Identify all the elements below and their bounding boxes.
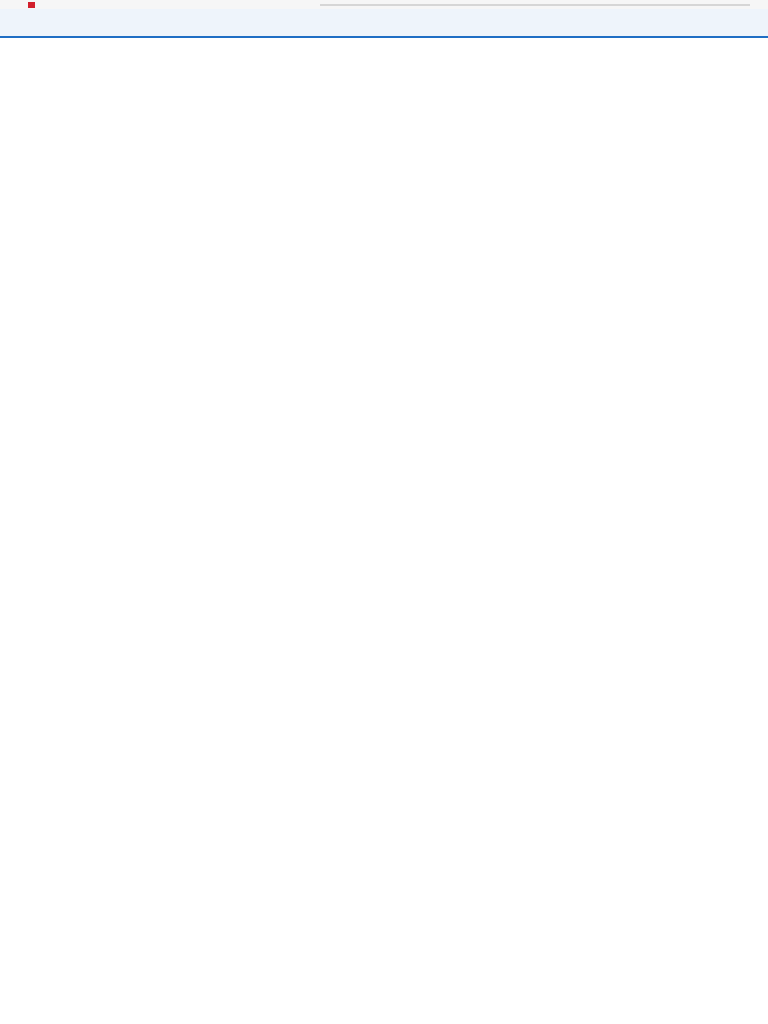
article-body bbox=[57, 40, 712, 1018]
site-logo-icon[interactable] bbox=[28, 2, 35, 8]
page-meta bbox=[694, 20, 754, 30]
top-bar-rule bbox=[320, 4, 750, 6]
